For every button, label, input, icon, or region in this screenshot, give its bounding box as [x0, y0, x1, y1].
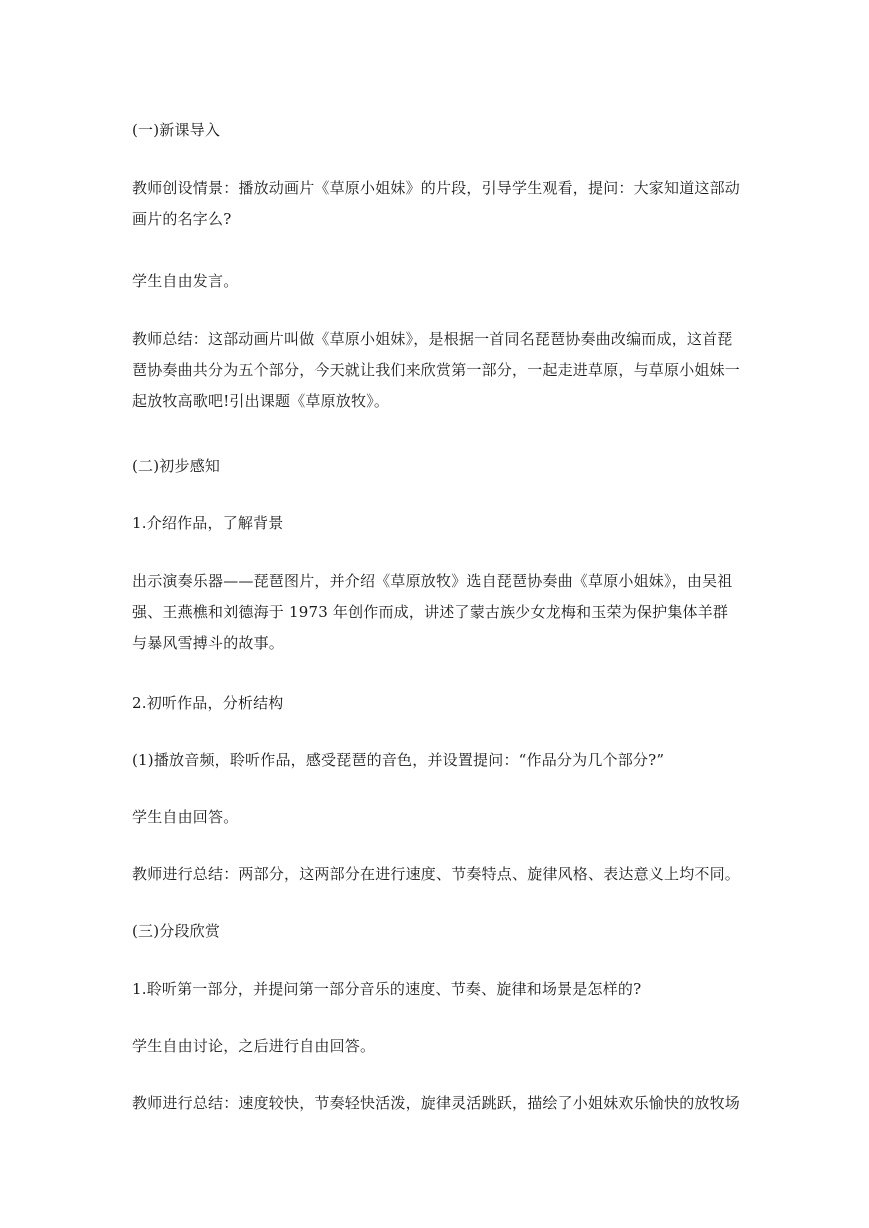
paragraph-listen-part-one: 1.聆听第一部分，并提问第一部分音乐的速度、节奏、旋律和场景是怎样的?	[132, 980, 642, 998]
paragraph-intro-work: 1.介绍作品，了解背景	[132, 514, 284, 532]
paragraph-teacher-conclusion: 教师进行总结：两部分，这两部分在进行速度、节奏特点、旋律风格、表达意义上均不同。	[132, 865, 741, 883]
section-heading-segments: (三)分段欣赏	[132, 922, 221, 940]
paragraph-first-listen: 2.初听作品，分析结构	[132, 694, 284, 712]
paragraph-play-audio: (1)播放音频，聆听作品，感受琵琶的音色，并设置提问：“作品分为几个部分?”	[132, 751, 665, 769]
section-heading-perception: (二)初步感知	[132, 457, 221, 475]
paragraph-teacher-summary: 教师总结：这部动画片叫做《草原小姐妹》，是根据一首同名琵琶协奏曲改编而成，这首琵琶协奏曲共分为五个部分，今天就让我们来欣赏第一部分，一起走进草原，与草原小姐妹一起放牧高歌吧!引出课题《草原放牧》。	[132, 330, 741, 410]
paragraph-student-answer: 学生自由回答。	[132, 808, 239, 826]
paragraph-student-discuss: 学生自由讨论，之后进行自由回答。	[132, 1037, 376, 1055]
section-heading-intro: (一)新课导入	[132, 121, 221, 139]
paragraph-pipa-background: 出示演奏乐器——琵琶图片，并介绍《草原放牧》选自琵琶协奏曲《草原小姐妹》，由吴祖强、王燕樵和刘德海于 1973 年创作而成，讲述了蒙古族少女龙梅和玉荣为保护集体羊群与暴风雪搏斗的故事。	[132, 572, 733, 652]
paragraph-student-speak: 学生自由发言。	[132, 272, 239, 290]
paragraph-teacher-part-one-summary: 教师进行总结：速度较快，节奏轻快活泼，旋律灵活跳跃，描绘了小姐妹欢乐愉快的放牧场	[132, 1094, 741, 1112]
paragraph-teacher-scenario: 教师创设情景：播放动画片《草原小姐妹》的片段，引导学生观看，提问：大家知道这部动画片的名字么?	[132, 179, 741, 228]
